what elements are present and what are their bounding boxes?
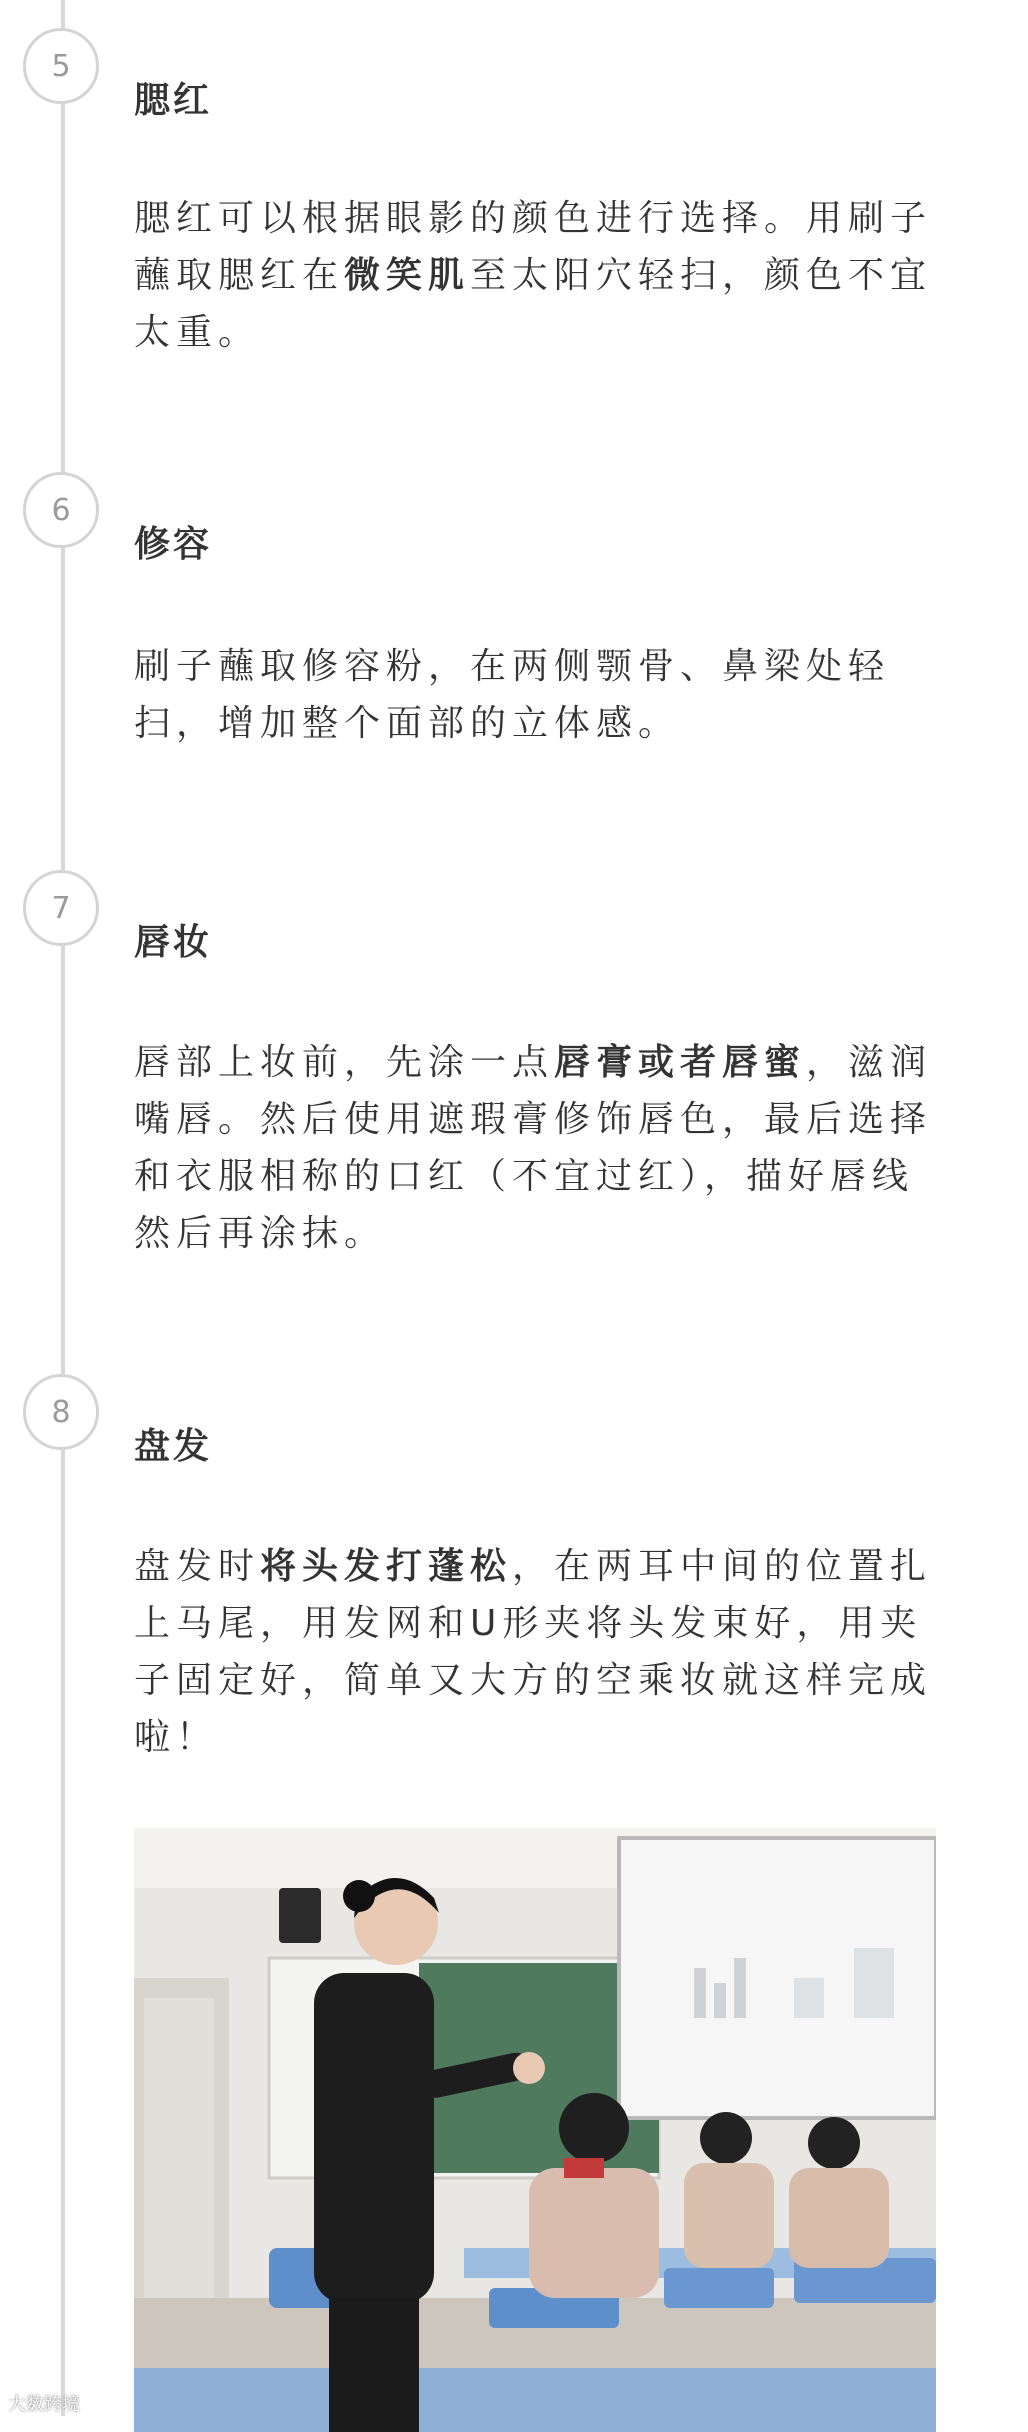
step-title: 修容 xyxy=(134,524,213,565)
emphasis-text: 将头发打蓬松 xyxy=(260,1546,513,1587)
step-number: 8 xyxy=(51,1394,71,1430)
step-text xyxy=(134,1034,934,1262)
step-number-badge xyxy=(23,472,99,548)
step-number: 6 xyxy=(51,492,71,528)
step-title: 腮红 xyxy=(134,80,213,121)
classroom-photo xyxy=(134,1828,936,2432)
step-title: 唇妆 xyxy=(134,922,213,963)
step-number-badge xyxy=(23,28,99,104)
step-number-badge xyxy=(23,1374,99,1450)
body-text: 唇部上妆前，先涂一点 xyxy=(134,1042,555,1083)
emphasis-text: 微笑肌 xyxy=(344,255,471,296)
body-text: ，滋润嘴唇。然后使用遮瑕膏修饰唇色，最后选择和衣服相称的口红（不宜过红），描好唇线然后再涂抹。 xyxy=(134,1042,933,1254)
emphasis-text: 唇膏或者唇蜜 xyxy=(554,1042,807,1083)
step-title: 盘发 xyxy=(134,1426,213,1467)
step-text xyxy=(134,1538,934,1766)
step-number: 5 xyxy=(51,48,71,84)
step-number: 7 xyxy=(51,890,71,926)
body-text: 腮红可以根据眼影的颜色进行选择。用刷子蘸取腮红在 xyxy=(134,198,933,296)
step-text xyxy=(134,638,934,752)
watermark-text: 大数跨境 xyxy=(8,2394,80,2415)
body-text: 至太阳穴轻扫，颜色不宜太重。 xyxy=(134,255,933,353)
body-text: ，在两耳中间的位置扎上马尾，用发网和U形夹将头发束好，用夹子固定好，简单又大方的空乘妆就这样完成啦！ xyxy=(134,1546,933,1758)
timeline-line xyxy=(61,0,65,2416)
body-text: 盘发时 xyxy=(134,1546,261,1587)
step-text xyxy=(134,190,934,361)
step-number-badge xyxy=(23,870,99,946)
body-text: 刷子蘸取修容粉，在两侧颚骨、鼻梁处轻扫，增加整个面部的立体感。 xyxy=(134,646,891,744)
